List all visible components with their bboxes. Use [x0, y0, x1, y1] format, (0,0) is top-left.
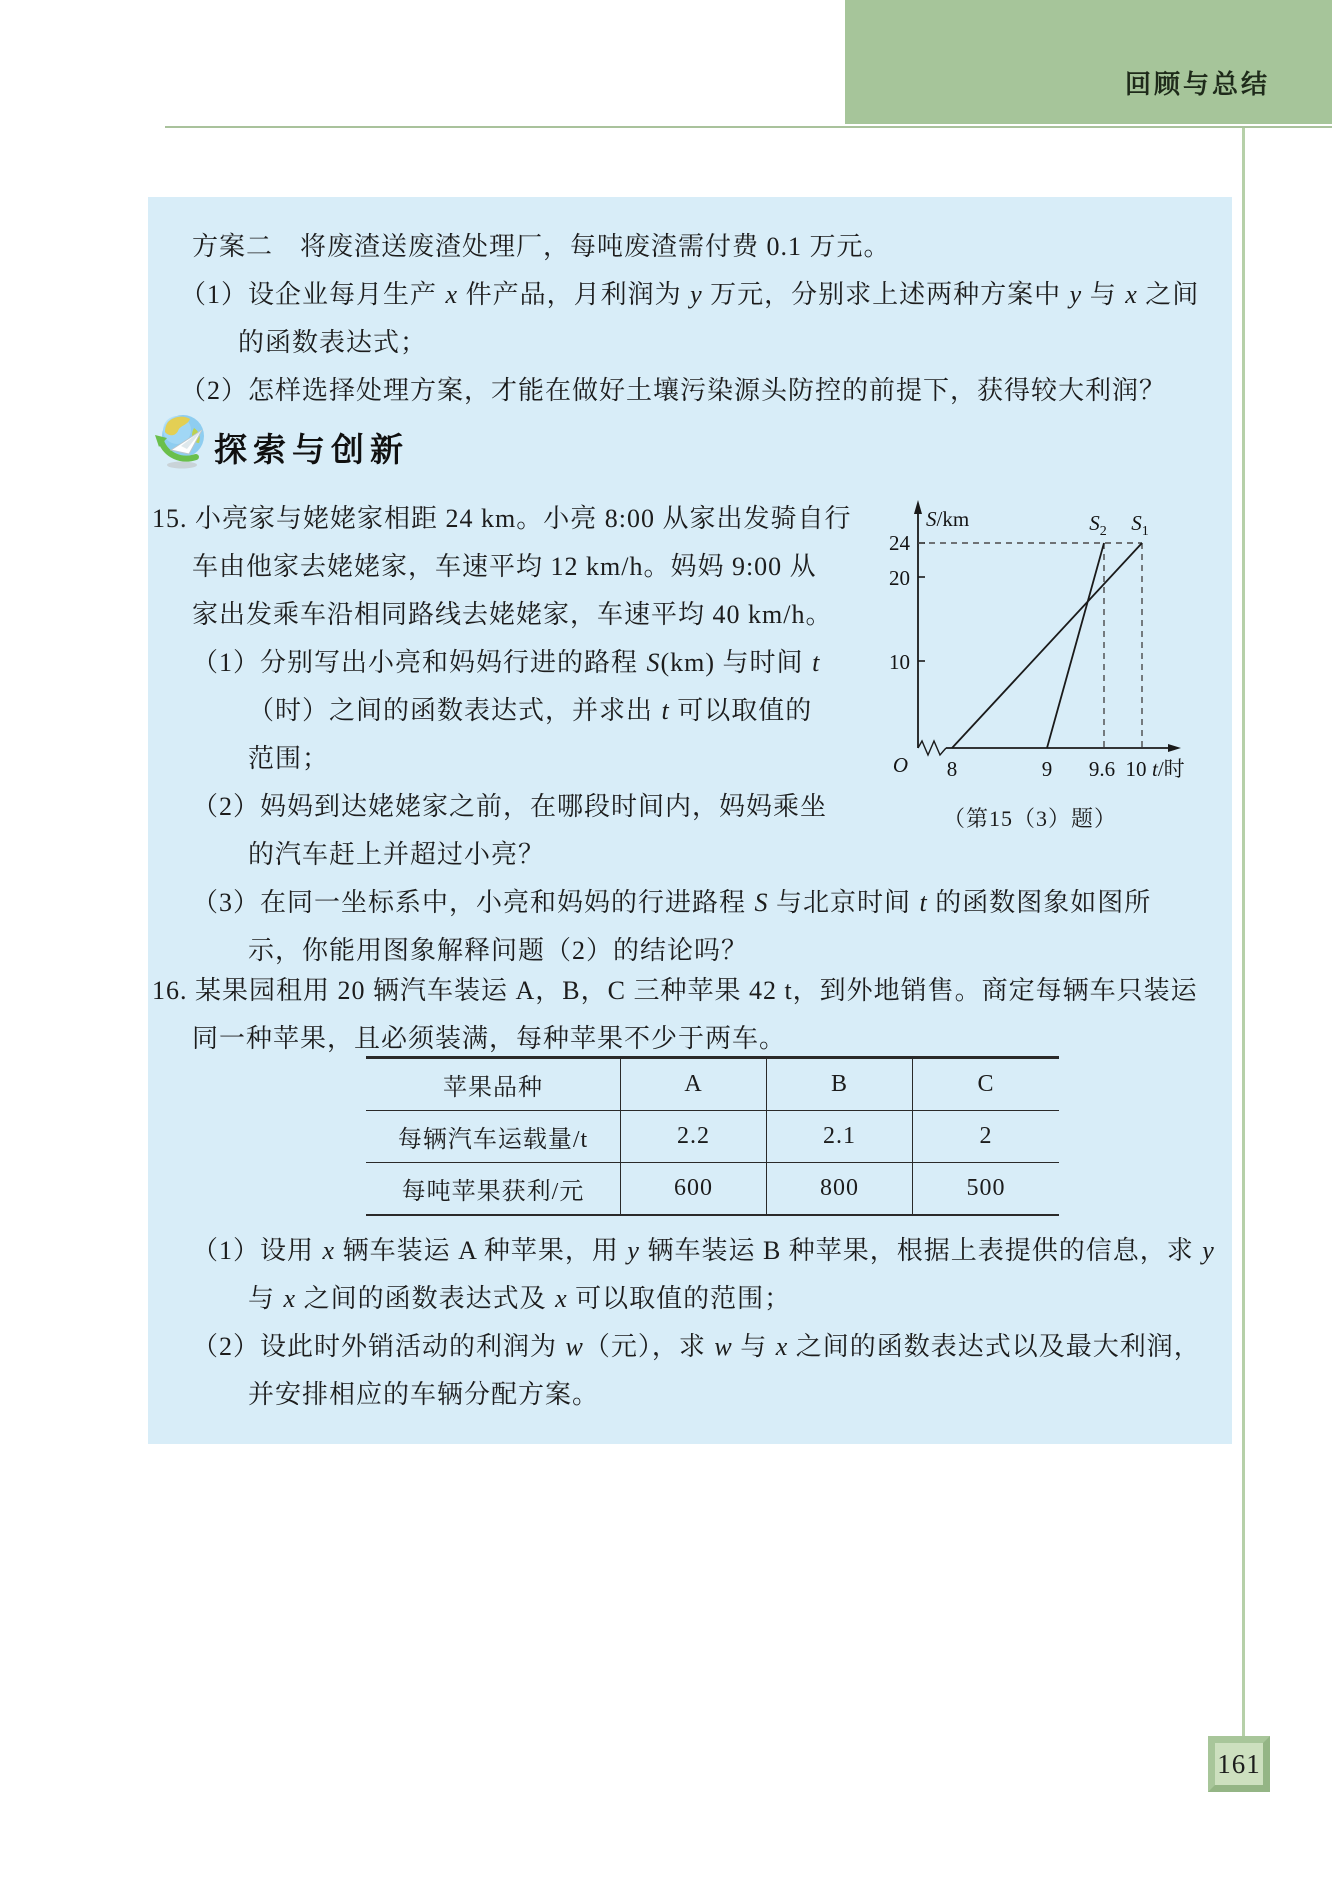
table-header-row	[366, 1058, 1059, 1111]
y-tick-20: 20	[889, 566, 910, 590]
axis-break-icon	[918, 741, 946, 755]
table-row-profit	[366, 1163, 1059, 1216]
p15-line-4: （1）分别写出小亮和妈妈行进的路程 S(km) 与时间 t	[192, 648, 820, 677]
p16-q1-line-2: 与 x 之间的函数表达式及 x 可以取值的范围；	[248, 1284, 792, 1313]
p15-line-9: （3）在同一坐标系中，小亮和妈妈的行进路程 S 与北京时间 t 的函数图象如图所	[192, 888, 1152, 917]
profit-c: 500	[913, 1163, 1060, 1216]
intro-line-3: 的函数表达式；	[238, 328, 428, 357]
intro-line-2: （1）设企业每月生产 x 件产品，月利润为 y 万元，分别求上述两种方案中 y 与 x 之间	[180, 280, 1200, 309]
p15-line-8: 的汽车赶上并超过小亮？	[248, 840, 546, 869]
page-number: 161	[1217, 1748, 1261, 1779]
y-axis-arrow-icon	[914, 500, 922, 514]
page-number-badge	[1208, 1736, 1270, 1792]
x-axis-arrow-icon	[1168, 744, 1181, 752]
p15-line-10: 示，你能用图象解释问题（2）的结论吗？	[248, 936, 749, 965]
table-row-capacity	[366, 1111, 1059, 1163]
profit-b: 800	[767, 1163, 913, 1216]
p15-line-6: 范围；	[248, 744, 330, 773]
margin-vertical-line	[1242, 128, 1245, 1736]
table-header-b: B	[767, 1058, 913, 1111]
capacity-a: 2.2	[621, 1111, 767, 1163]
p16-line-2: 同一种苹果，且必须装满，每种苹果不少于两车。	[192, 1024, 787, 1053]
p15-line-1: 15. 小亮家与姥姥家相距 24 km。小亮 8:00 从家出发骑自行	[152, 504, 852, 533]
row-label: 每吨苹果获利/元	[401, 1179, 585, 1205]
p15-line-5: （时）之间的函数表达式，并求出 t 可以取值的	[248, 696, 813, 725]
p16-q2-line-1: （2）设此时外销活动的利润为 w（元），求 w 与 x 之间的函数表达式以及最大利润，	[192, 1332, 1201, 1361]
y-axis-label: S/km	[926, 507, 970, 531]
x-tick-8: 8	[946, 757, 958, 781]
figure-15-3	[860, 486, 1200, 842]
table-header-c: C	[913, 1058, 1060, 1111]
p16-q2-line-2: 并安排相应的车辆分配方案。	[248, 1380, 600, 1409]
globe-paper-plane-icon	[154, 410, 210, 470]
p16-q1-line-1: （1）设用 x 辆车装运 A 种苹果，用 y 辆车装运 B 种苹果，根据上表提供的信息，求 y	[192, 1236, 1214, 1265]
header-divider-line	[165, 126, 1332, 128]
profit-a: 600	[621, 1163, 767, 1216]
p15-line-3: 家出发乘车沿相同路线去姥姥家，车速平均 40 km/h。	[192, 600, 833, 629]
x-tick-9-6: 9.6	[1088, 757, 1116, 781]
intro-line-1: 方案二 将废渣送废渣处理厂，每吨废渣需付费 0.1 万元。	[192, 232, 891, 261]
series-s1-line	[952, 543, 1142, 748]
y-tick-10: 10	[889, 650, 910, 674]
y-tick-24: 24	[889, 531, 910, 555]
figure-caption: （第15（3）题）	[942, 806, 1117, 831]
x-tick-10: 10	[1125, 757, 1147, 781]
p16-line-1: 16. 某果园租用 20 辆汽车装运 A，B，C 三种苹果 42 t，到外地销售。商定每辆车只装运	[152, 976, 1198, 1005]
series-s2-label: $S_2$	[1089, 511, 1107, 539]
table-header-a: A	[621, 1058, 767, 1111]
table-header-variety: 苹果品种	[366, 1058, 621, 1111]
capacity-c: 2	[913, 1111, 1060, 1163]
section-title: 探索与创新	[214, 433, 409, 469]
p15-line-2: 车由他家去姥姥家，车速平均 12 km/h。妈妈 9:00 从	[192, 552, 817, 581]
x-tick-9: 9	[1041, 757, 1053, 781]
capacity-b: 2.1	[767, 1111, 913, 1163]
origin-label: O	[892, 753, 908, 777]
page-header-title: 回顾与总结	[1124, 69, 1270, 99]
row-label: 每辆汽车运载量/t	[366, 1111, 621, 1163]
x-axis-label: t/时	[1152, 757, 1185, 781]
intro-line-4: （2）怎样选择处理方案，才能在做好土壤污染源头防控的前提下，获得较大利润？	[180, 376, 1167, 405]
p15-line-7: （2）妈妈到达姥姥家之前，在哪段时间内，妈妈乘坐	[192, 792, 828, 821]
distance-time-chart	[860, 486, 1200, 798]
apple-table	[366, 1056, 1059, 1216]
series-s1-label: $S_1$	[1131, 511, 1149, 539]
series-s2-line	[1047, 543, 1104, 748]
page-header-banner	[845, 0, 1332, 124]
